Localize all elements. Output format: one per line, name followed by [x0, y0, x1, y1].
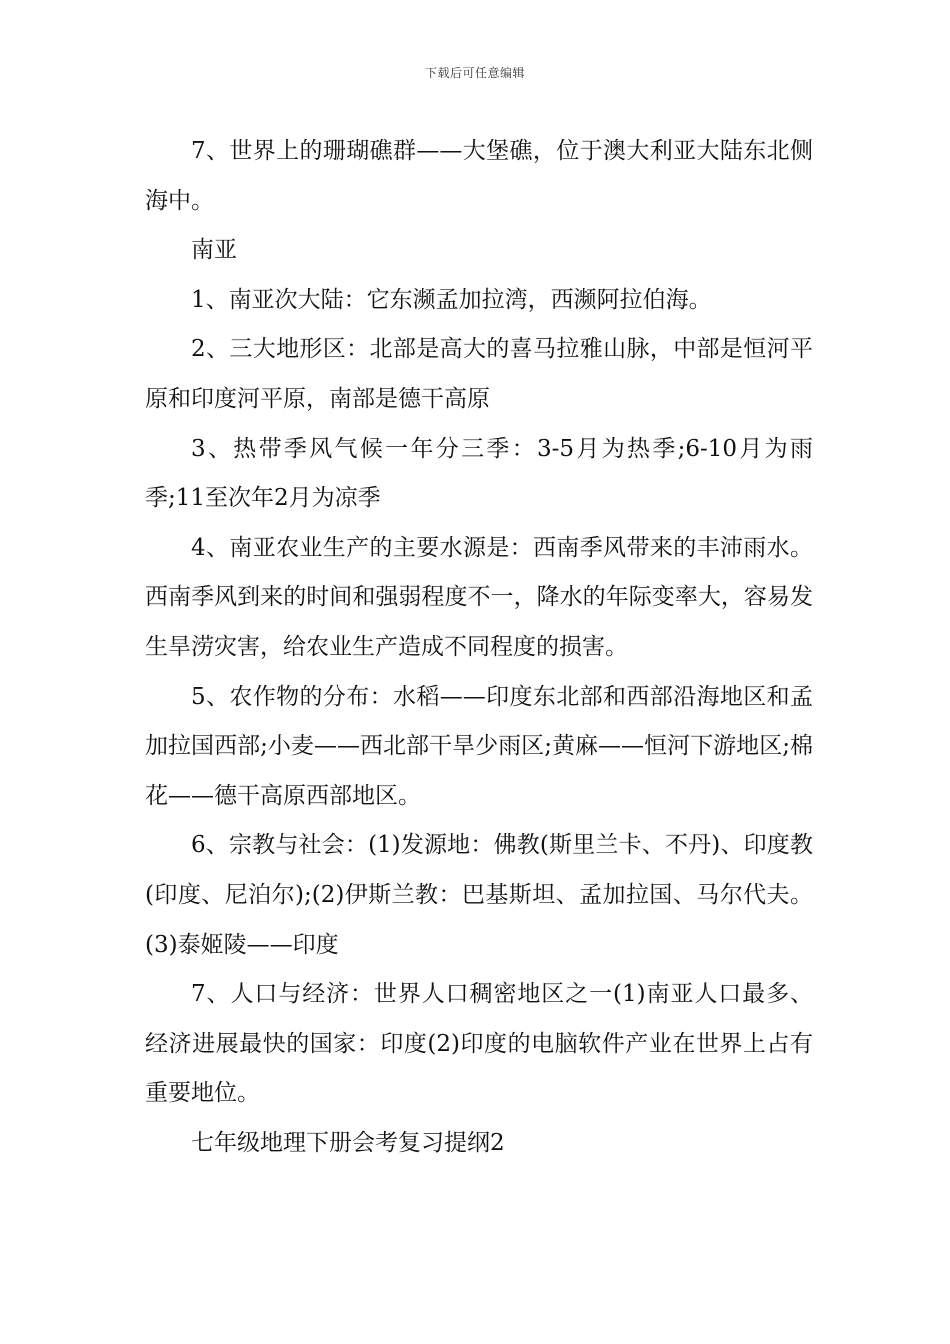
- paragraph-landform-regions: 2、三大地形区：北部是高大的喜马拉雅山脉，中部是恒河平原和印度河平原，南部是德干高原: [145, 336, 813, 412]
- document-body: [145, 127, 813, 1168]
- section-heading-outline-2: 七年级地理下册会考复习提纲2: [191, 1129, 505, 1156]
- page-header-note: 下载后可任意编辑: [424, 66, 525, 80]
- paragraph-monsoon-climate: 3、热带季风气候一年分三季：3-5月为热季;6-10月为雨季;11至次年2月为凉季: [145, 435, 813, 512]
- paragraph-subcontinent: 1、南亚次大陆：它东濒孟加拉湾，西濒阿拉伯海。: [191, 286, 712, 313]
- section-heading-south-asia: 南亚: [191, 237, 237, 264]
- paragraph-great-barrier-reef: 7、世界上的珊瑚礁群——大堡礁，位于澳大利亚大陆东北侧海中。: [145, 138, 813, 214]
- paragraph-population-economy: 7、人口与经济：世界人口稠密地区之一(1)南亚人口最多、经济进展最快的国家：印度(2)印度的电脑软件产业在世界上占有重要地位。: [145, 981, 813, 1107]
- paragraph-crop-distribution: 5、农作物的分布：水稻——印度东北部和西部沿海地区和孟加拉国西部;小麦——西北部干旱少雨区;黄麻——恒河下游地区;棉花——德干高原西部地区。: [145, 683, 813, 809]
- paragraph-religion-society: 6、宗教与社会：(1)发源地：佛教(斯里兰卡、不丹)、印度教(印度、尼泊尔);(2)伊斯兰教：巴基斯坦、孟加拉国、马尔代夫。(3)泰姬陵——印度: [145, 832, 813, 958]
- paragraph-water-source: 4、南亚农业生产的主要水源是：西南季风带来的丰沛雨水。西南季风到来的时间和强弱程度不一，降水的年际变率大，容易发生旱涝灾害，给农业生产造成不同程度的损害。: [145, 534, 813, 660]
